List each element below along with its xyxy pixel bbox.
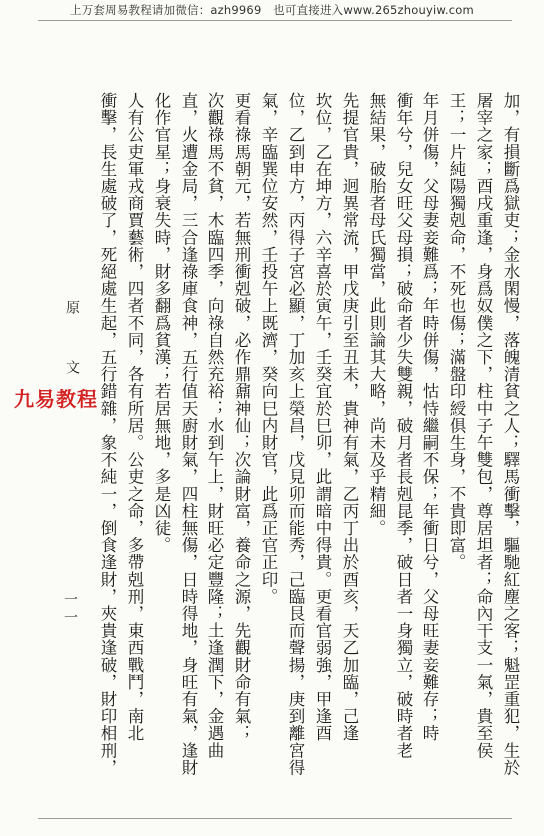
page-number: 一一 bbox=[62, 592, 78, 628]
text-column: 年月併傷，父母妻妾難爲；年時併傷，怙恃繼嗣不保；年衝日兮，父母旺妻妾難存；時 bbox=[420, 92, 439, 742]
text-column: 衝擊，長生處破了，死絕處生起，五行錯雜，象不純一，倒食逢財，夾貴逢破，財印相刑， bbox=[98, 92, 117, 776]
text-column: 衝年兮，兒女旺父母損；破命者少失雙親，破月者長剋昆季，破日者一身獨立，破時者老 bbox=[394, 92, 413, 759]
text-column: 次觀祿馬不貧，木臨四季，向祿自然充裕；水到午上，財旺必定豐隆；土逢潤下，金遇曲 bbox=[205, 92, 224, 759]
top-rule bbox=[38, 20, 512, 21]
text-column: 屠宰之家；酉戌重逢，身爲奴僕之下，柱中子午雙包，尊居坦者；命內干支一氣，貴至侯 bbox=[474, 92, 493, 759]
text-column: 化作官星；身衰失時，財多翻爲貧漢；若居無地，多是凶徒。 bbox=[152, 92, 171, 554]
text-column: 坎位，乙在坤方，六辛喜於寅午，壬癸宜於巳卯，此謂暗中得貴。更看官弱強，甲逢酉 bbox=[313, 92, 332, 742]
text-column: 更看祿馬朝元，若無刑衝剋破，必作鼎鼐神仙；次論財富，養命之源，先觀財命有氣； bbox=[232, 92, 251, 742]
text-column: 人有公吏軍戎商賈藝術，四者不同，各有所居。公吏之命，多帶剋刑，東西戰鬥，南北 bbox=[125, 92, 144, 742]
text-column: 位，乙到申方，丙得子宮必顯，丁加亥上榮昌，戊見卯而能秀，己臨艮而聲揚，庚到離宮得 bbox=[286, 92, 305, 776]
bottom-rule bbox=[38, 818, 512, 819]
top-banner: 上万套周易教程请加微信：azh9969 也可直接进入www.265zhouyiw.com bbox=[70, 3, 474, 17]
text-column: 無結果，破胎者母氏獨當，此則論其大略，尚未及乎精細。 bbox=[367, 92, 386, 537]
watermark-logo: 九易教程 bbox=[14, 387, 98, 411]
text-column: 直，火遭金局，三合逢祿庫食神，五行值天廚財氣，四柱無傷，日時得地，身旺有氣，逢財 bbox=[179, 92, 198, 776]
text-column: 先提官貴，迥異常流，甲戊庚引至丑未，貴神有氣，乙丙丁出於酉亥，天乙加臨，己逢 bbox=[340, 92, 359, 742]
running-title: 原 文 bbox=[64, 300, 80, 390]
text-column: 氣，辛臨巽位安然，壬投午上既濟，癸向巳内財官，此爲正官正印。 bbox=[259, 92, 278, 605]
text-column: 王；一片純陽獨剋命，不死也傷；滿盤印綬俱生身，不貴即富。 bbox=[447, 92, 466, 571]
text-column: 加，有損斷爲獄吏；金水閑慢，落魄清貧之人；驛馬衝擊，驅馳紅塵之客；魁罡重犯，生於 bbox=[501, 92, 520, 776]
main-text bbox=[96, 92, 521, 792]
